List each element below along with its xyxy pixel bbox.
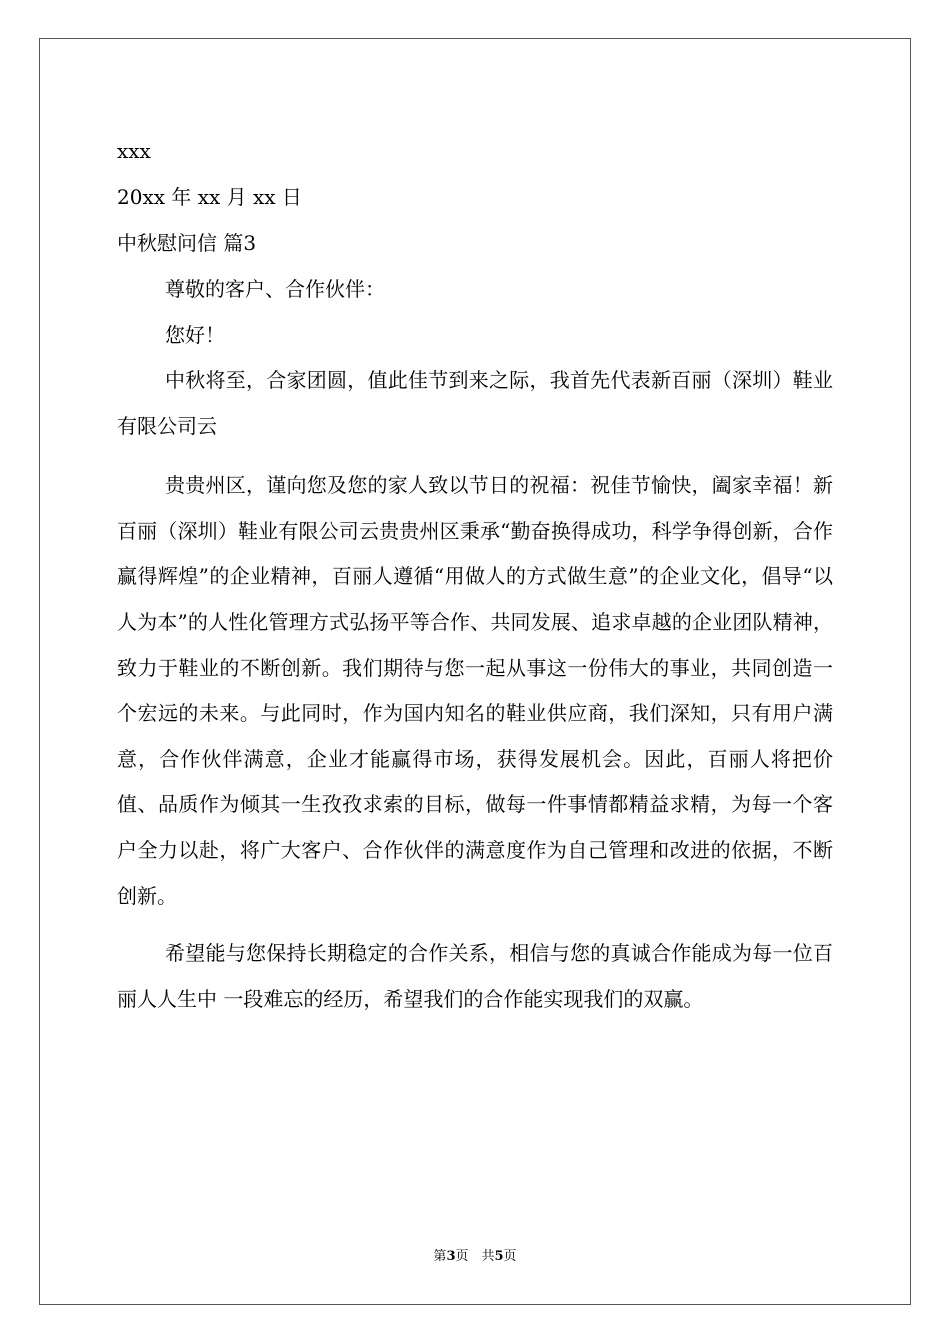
paragraph-3: 希望能与您保持长期稳定的合作关系，相信与您的真诚合作能成为每一位百丽人人生中 一段难忘的经历，希望我们的合作能实现我们的双赢。 xyxy=(117,941,833,1011)
document-body xyxy=(117,132,833,1022)
paragraph-1: 中秋将至，合家团圆，值此佳节到来之际，我首先代表新百丽（深圳）鞋业有限公司云 xyxy=(117,368,833,438)
footer-page-current: 3 xyxy=(446,1249,456,1264)
page-footer xyxy=(0,1247,950,1267)
salutation: 尊敬的客户、合作伙伴： xyxy=(165,277,385,301)
footer-suffix: 页 xyxy=(503,1249,517,1264)
footer-mid: 页 共 xyxy=(455,1249,495,1264)
section-title: 中秋慰问信 篇3 xyxy=(117,231,257,255)
footer-page-total: 5 xyxy=(494,1249,504,1264)
footer-prefix: 第 xyxy=(433,1249,447,1264)
greeting: 您好！ xyxy=(165,323,225,347)
paragraph-2: 贵贵州区，谨向您及您的家人致以节日的祝福：祝佳节愉快，阖家幸福！新百丽（深圳）鞋业有限公司云贵贵州区秉承“勤奋换得成功，科学争得创新，合作赢得辉煌”的企业精神，百丽人遵循“用做人的方式做生意”的企业文化，倡导“以人为本”的人性化管理方式弘扬平等合作、共同发展、追求卓越的企业团队精神，致力于鞋业的不断创新。我们期待与您一起从事这一份伟大的事业，共同创造一个宏远的未来。与此同时，作为国内知名的鞋业供应商，我们深知，只有用户满意，合作伙伴满意，企业才能赢得市场，获得发展机会。因此，百丽人将把价值、品质作为倾其一生孜孜求索的目标，做每一件事情都精益求精，为每一个客户全力以赴，将广大客户、合作伙伴的满意度作为自己管理和改进的依据，不断创新。 xyxy=(117,473,833,908)
sender-line: xxx xyxy=(117,139,151,163)
date-line: 20xx 年 xx 月 xx 日 xyxy=(117,185,302,209)
